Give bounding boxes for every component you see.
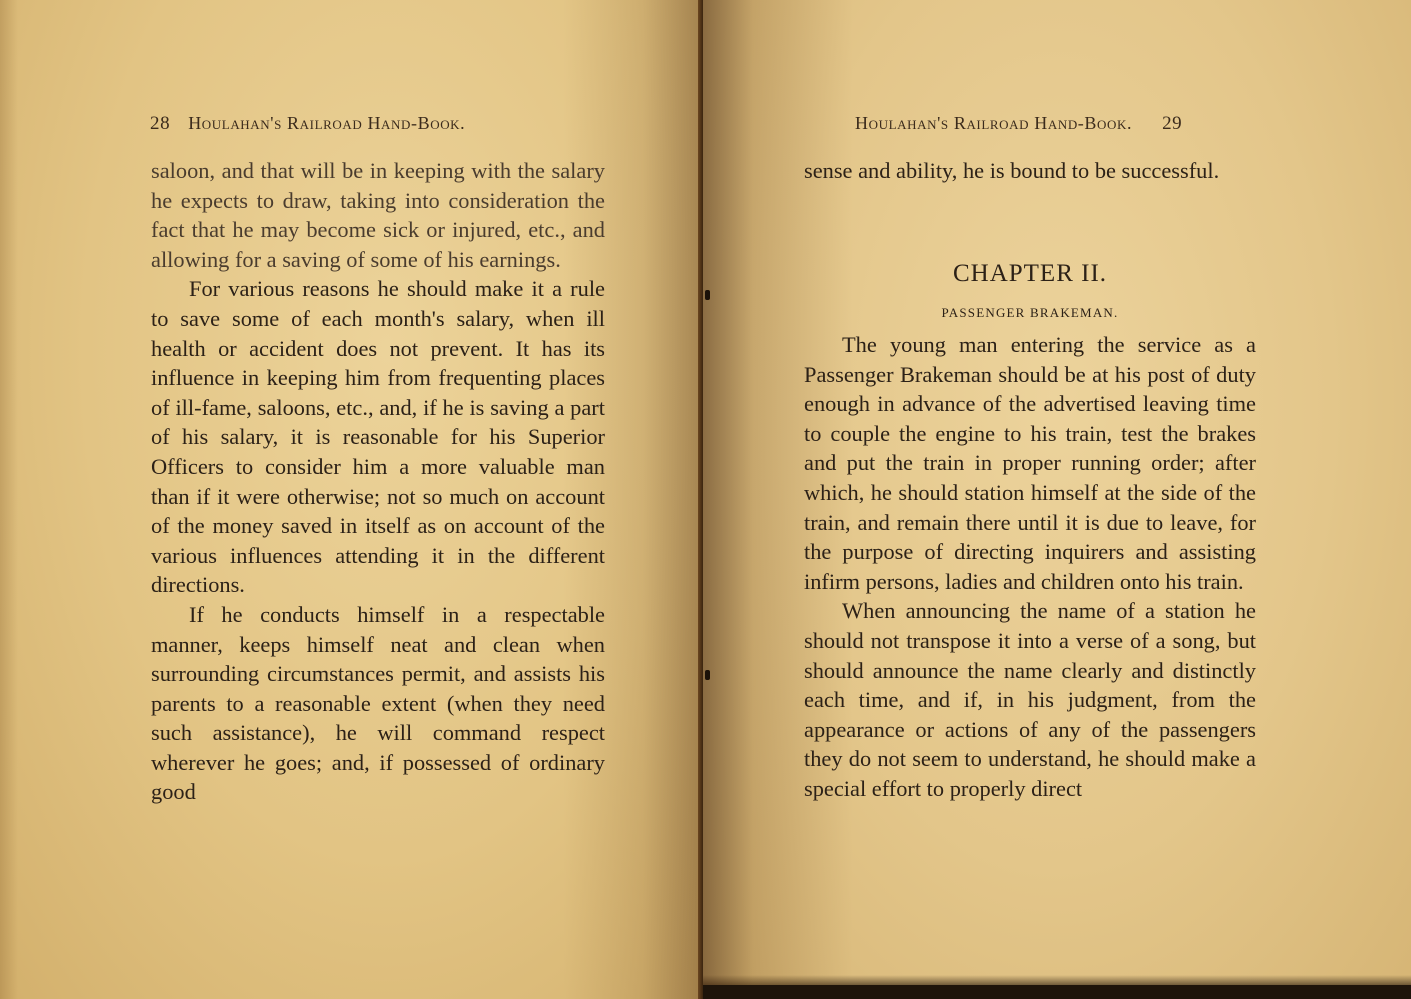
left-paragraph-2: For various reasons he should make it a rule to save some of each month's salary, when ill health or accident does not prevent. It has its influence in keeping him from frequenting places of ill-fame, saloons, etc., and, if he is saving a part of his salary, it is reasonable for his Superior Officers to consider him a more valuable man than if it were otherwise; not so much on account of the money saved in itself as on account of the various influences attending it in the different directions.	[151, 276, 605, 598]
binding-mark	[705, 290, 710, 300]
right-running-head-title: Houlahan's Railroad Hand-Book.	[855, 113, 1133, 133]
binding-mark	[705, 670, 710, 680]
left-running-head-title: Houlahan's Railroad Hand-Book.	[188, 113, 466, 133]
right-paragraph-2: When announcing the name of a station he should not transpose it into a verse of a song, but should announce the name clearly and distinctly each time, and if, in his judgment, from the appearance or actions of any of the passengers they do not seem to understand, he should make a special effort to properly direct	[804, 598, 1256, 801]
chapter-subtitle: PASSENGER BRAKEMAN.	[941, 305, 1119, 320]
right-paragraph-1: The young man entering the service as a Passenger Brakeman should be at his post of duty enough in advance of the advertised leaving time to couple the engine to his train, test the brakes and put the train in proper running order; after which, he should station himself at the side of the train, and remain there until it is due to leave, for the purpose of directing inquirers and assisting infirm persons, ladies and children onto his train.	[804, 332, 1256, 594]
left-page	[0, 0, 703, 999]
right-continuation-block	[804, 156, 1256, 186]
right-continuation-text: sense and ability, he is bound to be successful.	[804, 158, 1220, 183]
left-paragraph-1: saloon, and that will be in keeping with the salary he expects to draw, taking into consideration the fact that he may become sick or injured, etc., and allowing for a saving of some of his earnings.	[151, 158, 605, 272]
right-running-head	[855, 113, 1182, 135]
right-page	[703, 0, 1411, 999]
left-text-block	[151, 156, 605, 807]
left-paragraph-3: If he conducts himself in a respectable manner, keeps himself neat and clean when surrounding circumstances permit, and assists his parents to a reasonable extent (when they need such assistance), he will command respect wherever he goes; and, if possessed of ordinary good	[151, 601, 605, 805]
page-bottom-edge	[703, 985, 1411, 999]
right-text-block	[804, 330, 1256, 804]
left-page-number: 28	[150, 113, 171, 134]
right-page-number: 29	[1162, 113, 1183, 134]
left-running-head	[150, 113, 465, 135]
chapter-title: CHAPTER II.	[952, 260, 1108, 287]
